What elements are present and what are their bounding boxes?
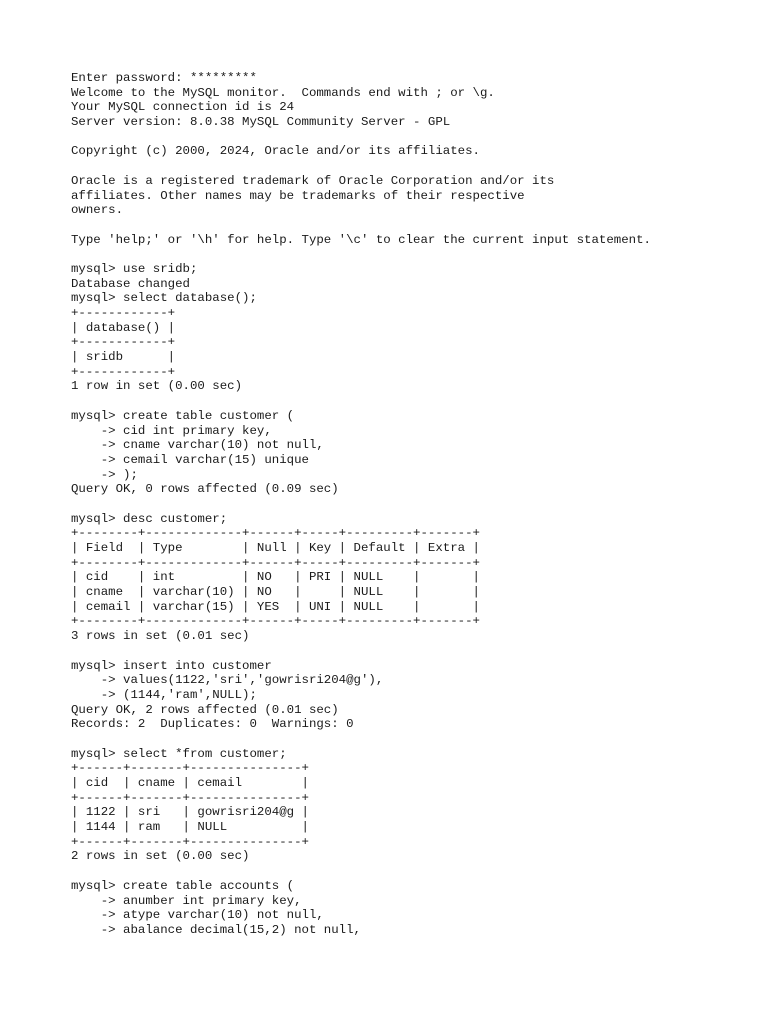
line-blank xyxy=(71,159,761,174)
line-trademark-1: Oracle is a registered trademark of Oracle Corporation and/or its xyxy=(71,173,555,188)
line-command: mysql> desc customer; xyxy=(71,511,228,526)
line-server-version: Server version: 8.0.38 MySQL Community Server - GPL xyxy=(71,115,451,130)
line-command: mysql> select database(); xyxy=(71,291,257,306)
line-table-row: | 1144 | ram | NULL | xyxy=(71,820,309,835)
line-blank xyxy=(71,644,761,659)
line-command: mysql> insert into customer xyxy=(71,658,272,673)
line-blank xyxy=(71,218,761,233)
line-blank xyxy=(71,394,761,409)
line-table-header: | cid | cname | cemail | xyxy=(71,776,309,790)
line-welcome: Welcome to the MySQL monitor. Commands end with ; or \g. xyxy=(71,85,495,100)
line-output: Query OK, 0 rows affected (0.09 sec) xyxy=(71,482,339,497)
line-blank xyxy=(71,864,761,879)
line-continuation: -> abalance decimal(15,2) not null, xyxy=(71,922,361,937)
line-output: 3 rows in set (0.01 sec) xyxy=(71,629,250,644)
line-blank xyxy=(71,247,761,262)
line-table-border: +------+-------+---------------+ xyxy=(71,834,309,849)
line-connection-id: Your MySQL connection id is 24 xyxy=(71,100,295,115)
line-table-border: +------------+ xyxy=(71,306,176,320)
line-command: mysql> create table accounts ( xyxy=(71,878,295,893)
line-table-header: | database() | xyxy=(71,320,176,335)
line-table-row: | cname | varchar(10) | NO | | NULL | | xyxy=(71,585,480,600)
line-table-row: | sridb | xyxy=(71,350,176,365)
line-output: Database changed xyxy=(71,276,190,291)
line-continuation: -> cname varchar(10) not null, xyxy=(71,438,324,453)
line-continuation: -> ); xyxy=(71,467,138,482)
line-blank xyxy=(71,732,761,747)
line-table-border: +------------+ xyxy=(71,364,176,379)
line-continuation: -> anumber int primary key, xyxy=(71,893,302,908)
line-copyright: Copyright (c) 2000, 2024, Oracle and/or its affiliates. xyxy=(71,144,480,159)
line-output: 2 rows in set (0.00 sec) xyxy=(71,849,250,864)
line-table-border: +--------+-------------+------+-----+---------+-------+ xyxy=(71,555,480,570)
line-blank xyxy=(71,130,761,145)
line-table-border: +------+-------+---------------+ xyxy=(71,761,309,776)
line-continuation: -> (1144,'ram',NULL); xyxy=(71,687,257,702)
line-blank xyxy=(71,497,761,512)
terminal-transcript-page xyxy=(71,71,761,938)
line-continuation: -> cemail varchar(15) unique xyxy=(71,452,309,467)
line-table-border: +--------+-------------+------+-----+---------+-------+ xyxy=(71,614,480,629)
line-table-border: +--------+-------------+------+-----+---------+-------+ xyxy=(71,526,480,541)
line-command: mysql> select *from customer; xyxy=(71,746,287,761)
line-table-row: | cid | int | NO | PRI | NULL | | xyxy=(71,570,480,585)
line-continuation: -> cid int primary key, xyxy=(71,423,272,438)
line-password-prompt: Enter password: ********* xyxy=(71,71,257,85)
line-table-border: +------------+ xyxy=(71,335,176,350)
line-table-header: | Field | Type | Null | Key | Default | Extra | xyxy=(71,541,480,555)
line-command: mysql> use sridb; xyxy=(71,261,198,276)
line-output: Records: 2 Duplicates: 0 Warnings: 0 xyxy=(71,717,354,732)
line-output: Query OK, 2 rows affected (0.01 sec) xyxy=(71,702,339,717)
line-table-row: | 1122 | sri | gowrisri204@g | xyxy=(71,805,309,820)
line-trademark-3: owners. xyxy=(71,203,124,218)
line-continuation: -> values(1122,'sri','gowrisri204@g'), xyxy=(71,673,384,688)
line-table-border: +------+-------+---------------+ xyxy=(71,790,309,805)
line-output: 1 row in set (0.00 sec) xyxy=(71,379,243,394)
line-continuation: -> atype varchar(10) not null, xyxy=(71,908,324,923)
line-table-row: | cemail | varchar(15) | YES | UNI | NULL | | xyxy=(71,599,480,614)
line-trademark-2: affiliates. Other names may be trademarks of their respective xyxy=(71,188,525,203)
line-command: mysql> create table customer ( xyxy=(71,408,295,423)
line-help-hint: Type 'help;' or '\h' for help. Type '\c' to clear the current input statement. xyxy=(71,232,651,247)
